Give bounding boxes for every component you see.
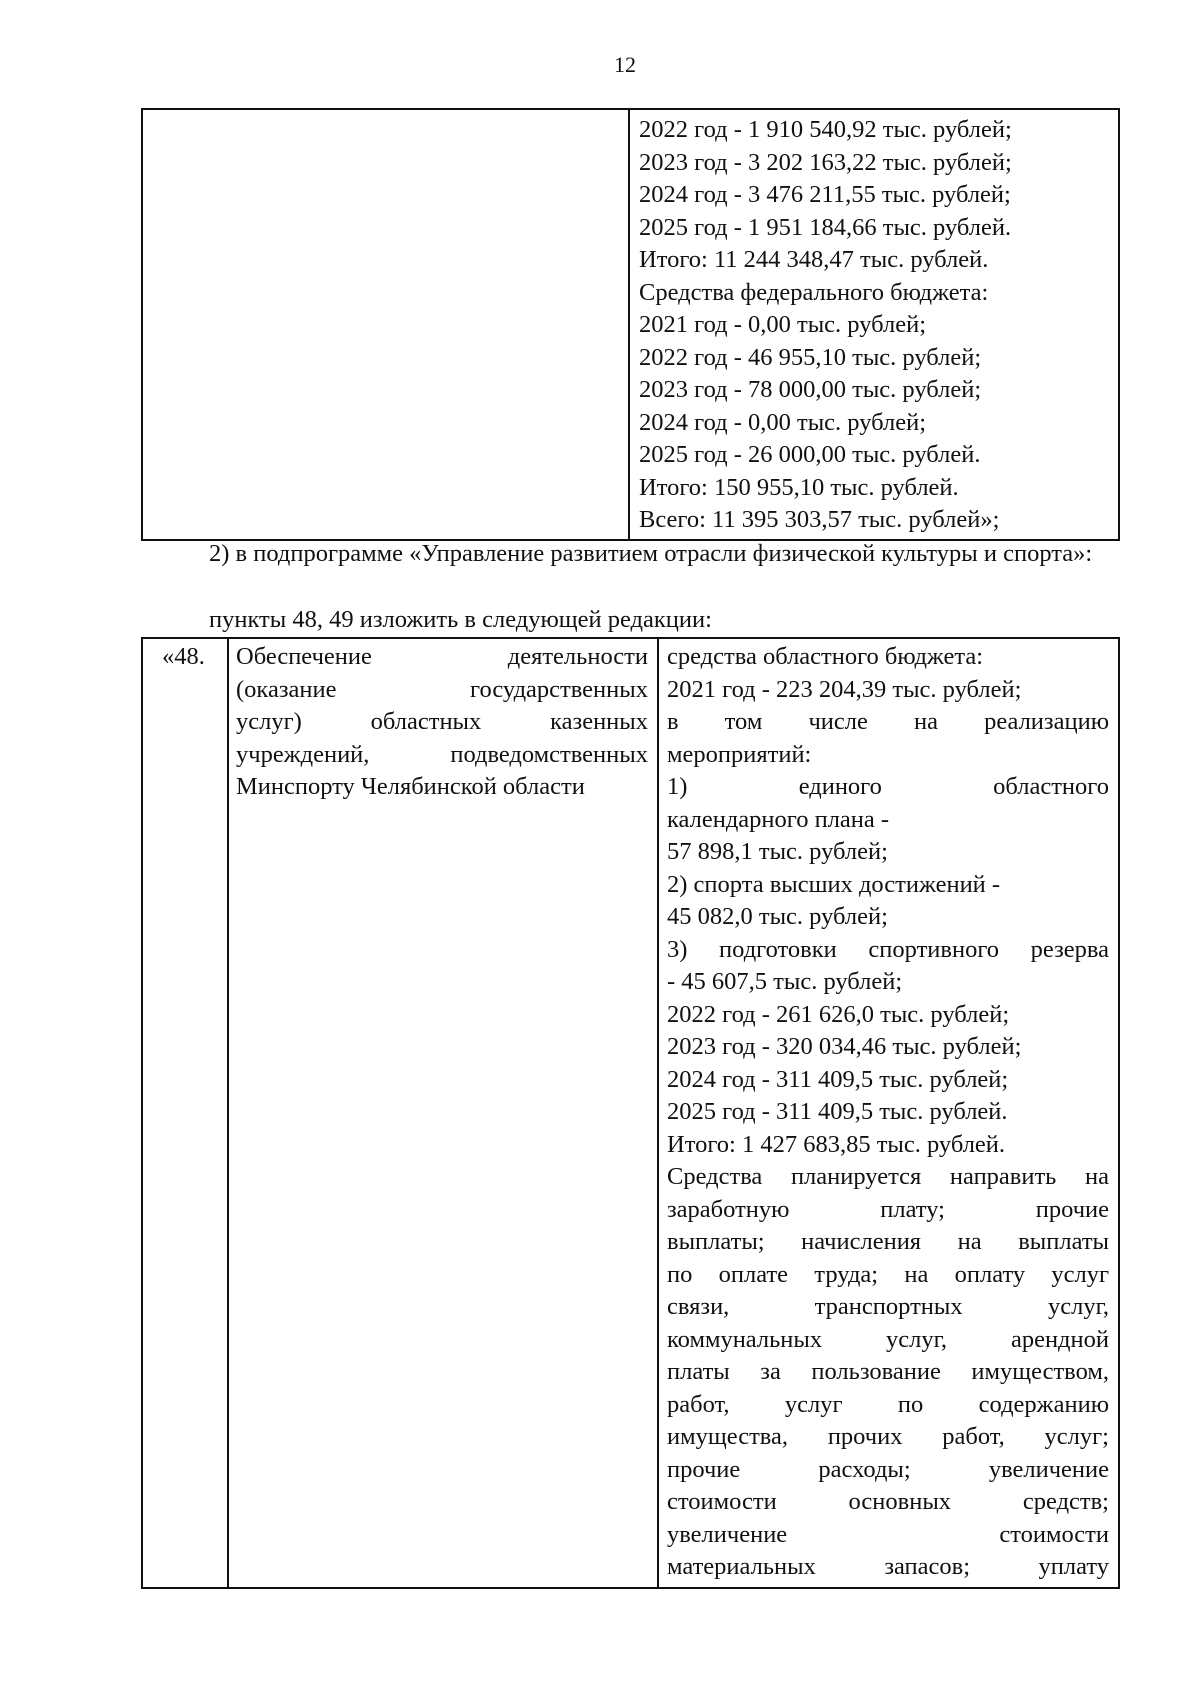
column-divider (657, 639, 659, 1587)
budget-table-continuation (141, 108, 1120, 541)
funding-line: 2022 год - 261 626,0 тыс. рублей; (667, 1000, 1010, 1028)
budget-line: 2021 год - 0,00 тыс. рублей; (639, 311, 927, 338)
funding-line: по оплате труда; на оплату услуг (667, 1260, 1109, 1288)
column-divider (628, 110, 630, 539)
funding-line: платы за пользование имуществом, (667, 1358, 1109, 1385)
budget-line: 2023 год - 3 202 163,22 тыс. рублей; (639, 148, 1012, 176)
funding-line: - 45 607,5 тыс. рублей; (667, 968, 903, 995)
budget-line: Средства федерального бюджета: (639, 278, 989, 306)
funding-line: Итого: 1 427 683,85 тыс. рублей. (667, 1130, 1006, 1158)
funding-line: 3) подготовки спортивного резерва (667, 935, 1109, 963)
funding-line: 2023 год - 320 034,46 тыс. рублей; (667, 1033, 1022, 1060)
funding-line: мероприятий: (667, 740, 812, 768)
row-number: «48. (162, 643, 205, 670)
funding-line: коммунальных услуг, арендной (667, 1325, 1109, 1353)
page-number: 12 (614, 52, 636, 77)
funding-line: связи, транспортных услуг, (667, 1293, 1109, 1320)
budget-line: 2023 год - 78 000,00 тыс. рублей; (639, 376, 982, 403)
amendment-instruction: пункты 48, 49 изложить в следующей редакции: (209, 606, 712, 633)
funding-line: материальных запасов; уплату (667, 1553, 1109, 1580)
funding-line: увеличение стоимости (667, 1520, 1109, 1548)
budget-line: 2022 год - 46 955,10 тыс. рублей; (639, 343, 982, 371)
funding-line: 2025 год - 311 409,5 тыс. рублей. (667, 1098, 1008, 1125)
funding-line: 2021 год - 223 204,39 тыс. рублей; (667, 675, 1022, 703)
funding-line: работ, услуг по содержанию (667, 1390, 1109, 1418)
funding-line: заработную плату; прочие (667, 1195, 1109, 1223)
description-line: учреждений, подведомственных (236, 740, 648, 768)
column-divider (227, 639, 229, 1587)
program-items-table (141, 637, 1120, 1589)
amendment-paragraph: 2) в подпрограмме «Управление развитием отрасли физической культуры и спорта»: (209, 540, 1093, 567)
budget-line: Итого: 150 955,10 тыс. рублей. (639, 473, 959, 501)
funding-line: 2) спорта высших достижений - (667, 870, 1001, 898)
budget-cell (639, 114, 1109, 537)
funding-cell (667, 641, 1109, 1584)
funding-line: средства областного бюджета: (667, 643, 984, 670)
budget-line: 2024 год - 3 476 211,55 тыс. рублей; (639, 181, 1011, 208)
budget-line: 2022 год - 1 910 540,92 тыс. рублей; (639, 116, 1012, 143)
description-line: услуг) областных казенных (236, 708, 648, 735)
funding-line: имущества, прочих работ, услуг; (667, 1423, 1109, 1450)
funding-line: Средства планируется направить на (667, 1163, 1109, 1190)
funding-line: выплаты; начисления на выплаты (667, 1228, 1109, 1255)
budget-line: 2025 год - 26 000,00 тыс. рублей. (639, 441, 981, 468)
funding-line: 1) единого областного (667, 773, 1109, 800)
description-line: Обеспечение деятельности (236, 643, 648, 670)
budget-line: 2024 год - 0,00 тыс. рублей; (639, 408, 927, 436)
funding-line: календарного плана - (667, 805, 890, 833)
funding-line: 57 898,1 тыс. рублей; (667, 838, 888, 865)
budget-line: 2025 год - 1 951 184,66 тыс. рублей. (639, 213, 1012, 241)
funding-line: в том числе на реализацию (667, 708, 1109, 735)
funding-line: стоимости основных средств; (667, 1488, 1109, 1515)
funding-line: 45 082,0 тыс. рублей; (667, 903, 888, 930)
description-line: Минспорту Челябинской области (236, 773, 585, 800)
budget-line: Итого: 11 244 348,47 тыс. рублей. (639, 246, 989, 273)
description-line: (оказание государственных (236, 675, 648, 703)
budget-line: Всего: 11 395 303,57 тыс. рублей»; (639, 506, 1000, 533)
item-description (236, 641, 648, 804)
funding-line: 2024 год - 311 409,5 тыс. рублей; (667, 1065, 1009, 1093)
funding-line: прочие расходы; увеличение (667, 1455, 1109, 1483)
